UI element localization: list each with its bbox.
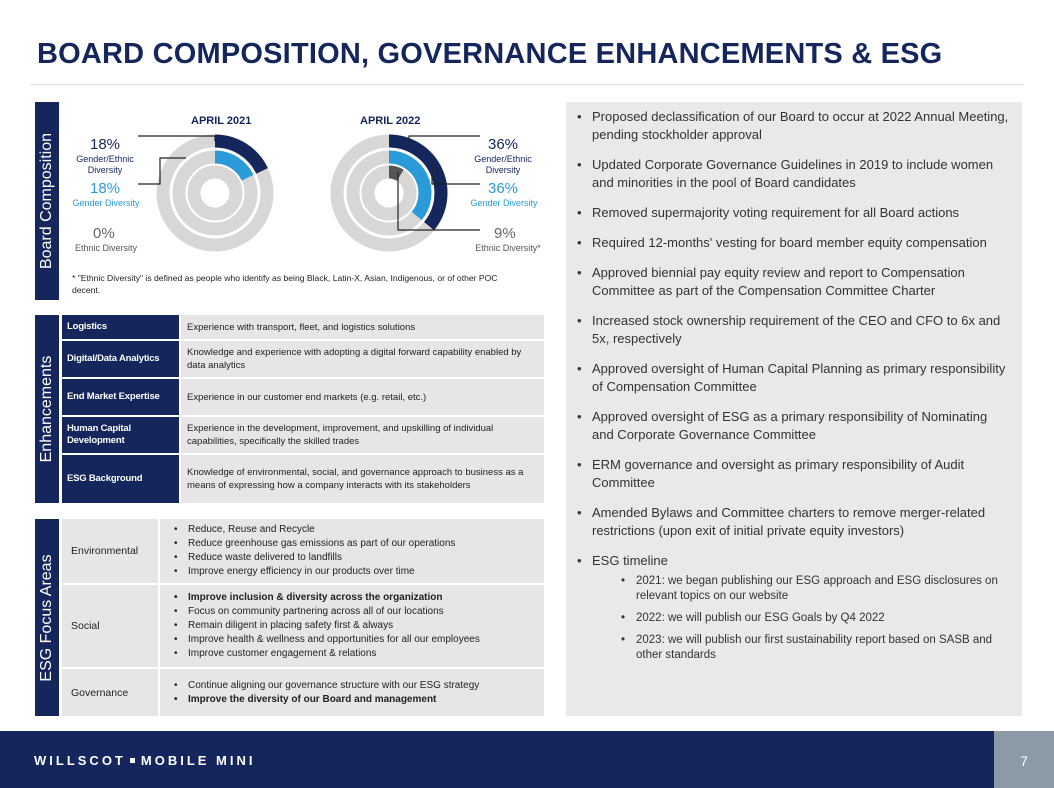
stat-2021-ethnic-label: Ethnic Diversity bbox=[74, 243, 137, 253]
list-item: • 2023: we will publish our first sustainability report based on SASB and other standards bbox=[620, 633, 1012, 663]
enhancement-value: Experience with transport, fleet, and logistics solutions bbox=[179, 315, 544, 339]
footer-bar bbox=[0, 731, 1054, 788]
ethnic-diversity-footnote: * "Ethnic Diversity" is defined as people who identify as being Black, Latin-X, Asian, Indigenous, or of other POC decent. bbox=[72, 273, 498, 295]
list-item: • Removed supermajority voting requirement for all Board actions bbox=[576, 204, 1012, 222]
governance-enhancements-panel bbox=[566, 102, 1022, 716]
section-label-enhancements bbox=[35, 315, 59, 503]
list-item: • ERM governance and oversight as primary responsibility of Audit Committee bbox=[576, 456, 1012, 492]
chart-title-2021: APRIL 2021 bbox=[191, 115, 252, 127]
section-label-board bbox=[35, 102, 59, 300]
table-row bbox=[62, 417, 544, 455]
list-item: • Remain diligent in placing safety first & always bbox=[172, 619, 544, 633]
title-divider bbox=[30, 84, 1024, 85]
esg-area-label: Governance bbox=[62, 669, 158, 716]
enhancement-value: Experience in our customer end markets (e.g. retail, etc.) bbox=[179, 379, 544, 415]
esg-timeline-list bbox=[592, 574, 1012, 663]
list-item: • Proposed declassification of our Board to occur at 2022 Annual Meeting, pending stockholder approval bbox=[576, 108, 1012, 144]
list-item: • Required 12-months' vesting for board member equity compensation bbox=[576, 234, 1012, 252]
section-label-esg-text: ESG Focus Areas bbox=[38, 553, 55, 682]
page-number-box bbox=[994, 731, 1054, 788]
stat-2022-gender-ethnic-label: Gender/Ethnic Diversity bbox=[474, 154, 532, 175]
stat-2021-gender-ethnic-label: Gender/Ethnic Diversity bbox=[76, 154, 134, 175]
stat-2022-gender-value: 36% bbox=[488, 180, 519, 197]
stat-2022-gender-label: Gender Diversity bbox=[470, 198, 538, 208]
table-row bbox=[62, 379, 544, 417]
list-item: • Reduce, Reuse and Recycle bbox=[172, 523, 544, 537]
table-row bbox=[62, 455, 544, 503]
table-row bbox=[62, 315, 544, 341]
ring-track-0-2 bbox=[194, 172, 236, 214]
esg-area-items bbox=[158, 669, 544, 716]
esg-timeline-item bbox=[576, 552, 1012, 663]
list-item: • Reduce waste delivered to landfills bbox=[172, 551, 544, 565]
list-item: • Approved oversight of ESG as a primary responsibility of Nominating and Corporate Governance Committee bbox=[576, 408, 1012, 444]
enhancement-value: Experience in the development, improvement, and upskilling of individual capabilities, specifically the skilled trades bbox=[179, 417, 544, 453]
esg-area-items bbox=[158, 585, 544, 667]
list-item: • Improve health & wellness and opportunities for all our employees bbox=[172, 633, 544, 647]
logo-text-right: MOBILE MINI bbox=[140, 753, 256, 768]
table-row bbox=[62, 669, 544, 716]
enhancement-key: ESG Background bbox=[62, 455, 179, 503]
list-item: • Improve the diversity of our Board and management bbox=[172, 693, 544, 707]
section-label-board-text: Board Composition bbox=[38, 132, 55, 270]
company-logo bbox=[34, 753, 256, 768]
enhancement-key: Digital/Data Analytics bbox=[62, 341, 179, 377]
list-item: • Approved biennial pay equity review and report to Compensation Committee as part of the Compensation Committee Charter bbox=[576, 264, 1012, 300]
stat-2022-gender-ethnic-value: 36% bbox=[488, 136, 519, 153]
list-item: • 2021: we began publishing our ESG approach and ESG disclosures on relevant topics on our website bbox=[620, 574, 1012, 604]
leader-line-2 bbox=[409, 136, 480, 144]
stat-2021-gender-label: Gender Diversity bbox=[72, 198, 140, 208]
list-item: • Updated Corporate Governance Guidelines in 2019 to include women and minorities in the pool of Board candidates bbox=[576, 156, 1012, 192]
chart-title-2022: APRIL 2022 bbox=[360, 115, 421, 127]
esg-focus-table bbox=[62, 519, 544, 716]
section-label-esg bbox=[35, 519, 59, 716]
list-item: • Focus on community partnering across all of our locations bbox=[172, 605, 544, 619]
list-item: • Improve inclusion & diversity across the organization bbox=[172, 591, 544, 605]
list-item: • Approved oversight of Human Capital Planning as primary responsibility of Compensation Committee bbox=[576, 360, 1012, 396]
enhancement-key: Logistics bbox=[62, 315, 179, 339]
enhancements-table bbox=[62, 315, 544, 503]
page-number: 7 bbox=[1020, 753, 1028, 769]
esg-area-label: Social bbox=[62, 585, 158, 667]
list-item: • Amended Bylaws and Committee charters to remove merger-related restrictions (upon exit of initial private equity investors) bbox=[576, 504, 1012, 540]
enhancement-value: Knowledge and experience with adopting a digital forward capability enabled by data analytics bbox=[179, 341, 544, 377]
enhancement-key: End Market Expertise bbox=[62, 379, 179, 415]
table-row bbox=[62, 585, 544, 669]
table-row bbox=[62, 519, 544, 585]
list-item: • Reduce greenhouse gas emissions as part of our operations bbox=[172, 537, 544, 551]
esg-area-label: Environmental bbox=[62, 519, 158, 583]
esg-timeline-label: ESG timeline bbox=[592, 553, 668, 568]
stat-2021-gender-ethnic-value: 18% bbox=[90, 136, 121, 153]
list-item: • Continue aligning our governance structure with our ESG strategy bbox=[172, 679, 544, 693]
section-label-enhancements-text: Enhancements bbox=[38, 355, 55, 463]
esg-area-items bbox=[158, 519, 544, 583]
stat-2022-ethnic-value: 9% bbox=[494, 225, 516, 242]
list-item: • 2022: we will publish our ESG Goals by Q4 2022 bbox=[620, 611, 1012, 626]
page-title: BOARD COMPOSITION, GOVERNANCE ENHANCEMENTS & ESG bbox=[37, 38, 943, 70]
list-item: • Improve energy efficiency in our products over time bbox=[172, 565, 544, 579]
list-item: • Improve customer engagement & relations bbox=[172, 647, 544, 661]
stat-2022-ethnic-label: Ethnic Diversity* bbox=[475, 243, 541, 253]
enhancement-key: Human Capital Development bbox=[62, 417, 179, 453]
logo-text-left: WILLSCOT bbox=[34, 753, 126, 768]
stat-2021-ethnic-value: 0% bbox=[93, 225, 115, 242]
table-row bbox=[62, 341, 544, 379]
stat-2021-gender-value: 18% bbox=[90, 180, 121, 197]
list-item: • Increased stock ownership requirement of the CEO and CFO to 6x and 5x, respectively bbox=[576, 312, 1012, 348]
enhancement-value: Knowledge of environmental, social, and governance approach to business as a means of expressing how a company interacts with its stakeholders bbox=[179, 455, 544, 503]
logo-separator bbox=[130, 758, 135, 763]
